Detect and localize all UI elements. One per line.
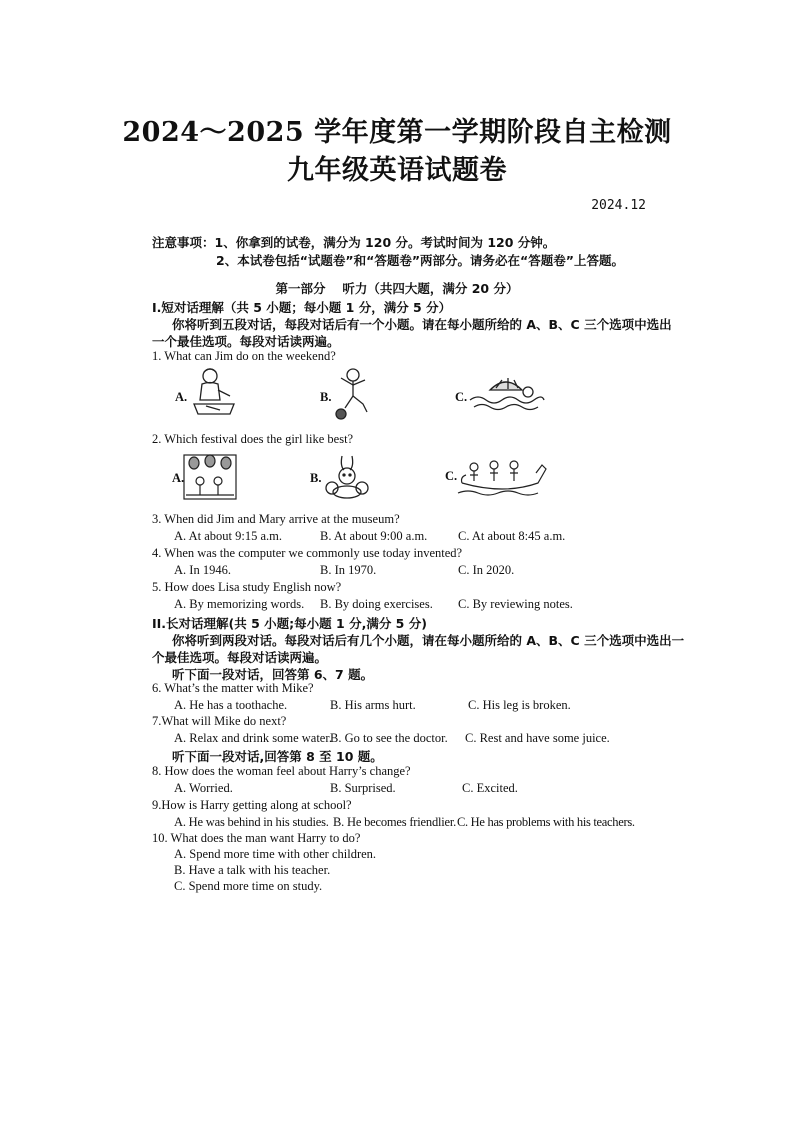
boy-playing-football-icon	[333, 366, 375, 425]
exam-date: 2024.12	[591, 198, 646, 213]
turtle-swimming-icon	[468, 374, 546, 419]
question-5: 5. How does Lisa study English now?	[152, 580, 342, 594]
q7-option-a: A. Relax and drink some water.	[174, 731, 332, 745]
q2-option-c-label: C.	[445, 469, 458, 483]
q10-option-a: A. Spend more time with other children.	[174, 847, 377, 861]
q6-option-a: A. He has a toothache.	[174, 698, 288, 712]
q9-option-c: C. He has problems with his teachers.	[457, 815, 635, 829]
section1-instruction-line2: 一个最佳选项。每段对话读两遍。	[152, 334, 340, 349]
q3-option-b: B. At about 9:00 a.m.	[320, 529, 428, 543]
section2-group2-note: 听下面一段对话,回答第 8 至 10 题。	[172, 749, 383, 764]
q1-option-b-label: B.	[320, 390, 332, 404]
q5-option-b: B. By doing exercises.	[320, 597, 433, 611]
q9-option-a: A. He was behind in his studies.	[174, 815, 329, 829]
q9-option-b: B. He becomes friendlier.	[333, 815, 457, 829]
question-3: 3. When did Jim and Mary arrive at the museum?	[152, 512, 400, 526]
q4-option-c: C. In 2020.	[458, 563, 515, 577]
q4-option-b: B. In 1970.	[320, 563, 377, 577]
question-9: 9.How is Harry getting along at school?	[152, 798, 352, 812]
q3-option-a: A. At about 9:15 a.m.	[174, 529, 282, 543]
notice-line2: 2、本试卷包括“试题卷”和“答题卷”两部分。请务必在“答题卷”上答题。	[216, 253, 624, 268]
section2-instruction-line2: 个最佳选项。每段对话读两遍。	[152, 650, 328, 665]
q8-option-a: A. Worried.	[174, 781, 233, 795]
section2-heading: II.长对话理解(共 5 小题;每小题 1 分,满分 5 分)	[152, 616, 427, 631]
question-2: 2. Which festival does the girl like best?	[152, 432, 354, 446]
q8-option-c: C. Excited.	[462, 781, 518, 795]
exam-title-line2: 九年级英语试题卷	[287, 155, 507, 186]
question-6: 6. What’s the matter with Mike?	[152, 681, 314, 695]
exam-title-line1: 2024～2025 学年度第一学期阶段自主检测	[122, 117, 672, 148]
q6-option-b: B. His arms hurt.	[330, 698, 416, 712]
question-7: 7.What will Mike do next?	[152, 714, 287, 728]
section1-instruction-line1: 你将听到五段对话，每段对话后有一个小题。请在每小题所给的 A、B、C 三个选项中选出	[172, 317, 672, 332]
q6-option-c: C. His leg is broken.	[468, 698, 571, 712]
q2-option-b-label: B.	[310, 471, 322, 485]
q10-option-c: C. Spend more time on study.	[174, 879, 323, 893]
lantern-festival-scene-icon	[182, 451, 238, 506]
q5-option-c: C. By reviewing notes.	[458, 597, 573, 611]
q4-option-a: A. In 1946.	[174, 563, 231, 577]
q2-option-a-label: A.	[172, 471, 185, 485]
boy-drawing-picture-icon	[190, 366, 238, 421]
question-10: 10. What does the man want Harry to do?	[152, 831, 361, 845]
question-4: 4. When was the computer we commonly use today invented?	[152, 546, 463, 560]
dragon-boat-race-icon	[458, 455, 550, 504]
q1-option-c-label: C.	[455, 390, 468, 404]
section2-instruction-line1: 你将听到两段对话。每段对话后有几个小题，请在每小题所给的 A、B、C 三个选项中选出一	[172, 633, 685, 648]
notice-line1: 注意事项：1、你拿到的试卷，满分为 120 分。考试时间为 120 分钟。	[152, 235, 556, 250]
mid-autumn-rabbit-mooncake-icon	[322, 452, 372, 505]
q7-option-b: B. Go to see the doctor.	[330, 731, 448, 745]
q7-option-c: C. Rest and have some juice.	[465, 731, 610, 745]
question-1: 1. What can Jim do on the weekend?	[152, 349, 336, 363]
q3-option-c: C. At about 8:45 a.m.	[458, 529, 566, 543]
q8-option-b: B. Surprised.	[330, 781, 396, 795]
q10-option-b: B. Have a talk with his teacher.	[174, 863, 331, 877]
q1-option-a-label: A.	[175, 390, 188, 404]
section1-heading: I.短对话理解（共 5 小题；每小题 1 分，满分 5 分）	[152, 300, 452, 315]
part1-heading: 第一部分 听力（共四大题，满分 20 分）	[275, 281, 519, 296]
question-8: 8. How does the woman feel about Harry’s change?	[152, 764, 411, 778]
q5-option-a: A. By memorizing words.	[174, 597, 305, 611]
section2-group1-note: 听下面一段对话，回答第 6、7 题。	[172, 667, 374, 682]
